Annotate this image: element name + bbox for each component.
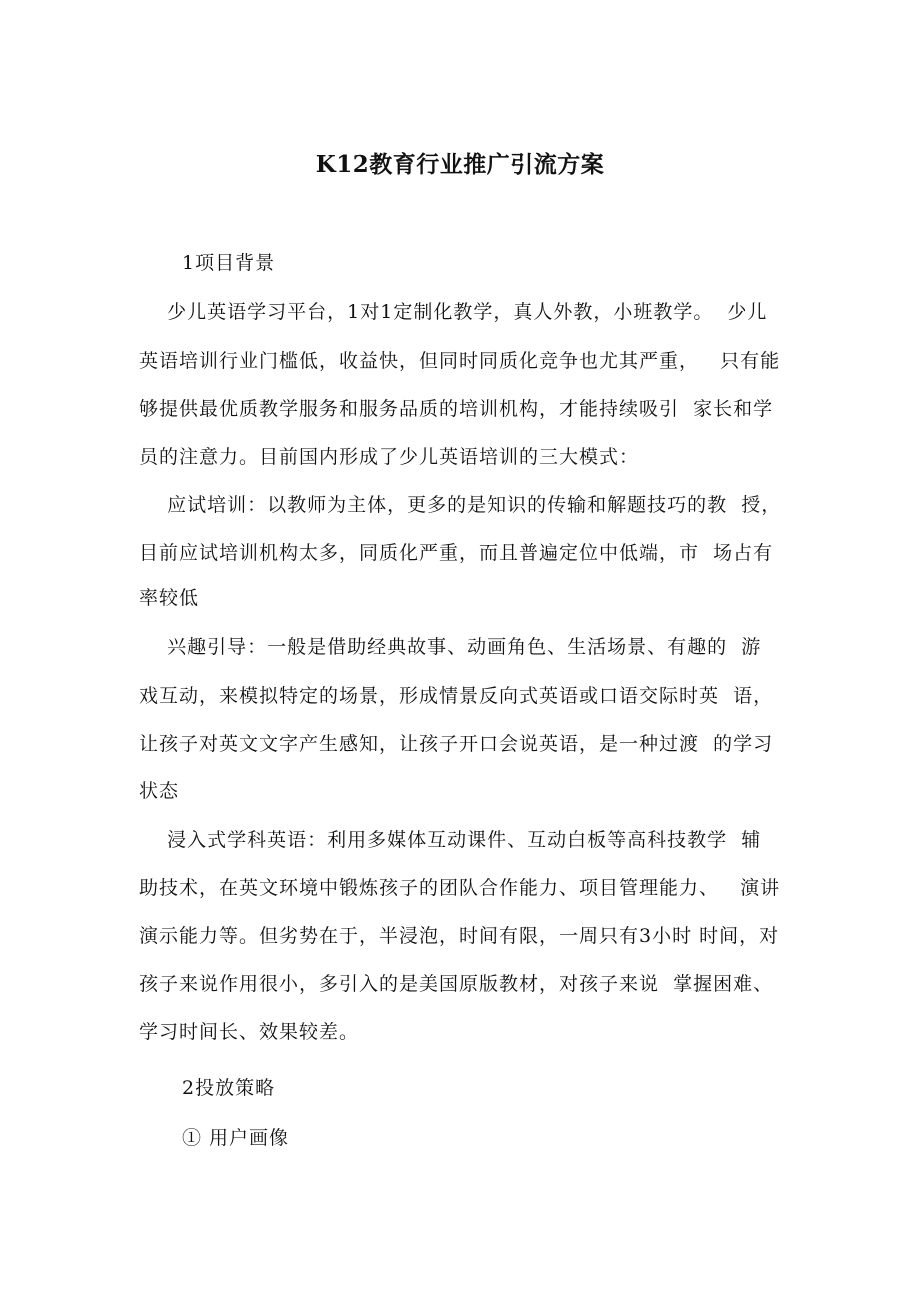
paragraph-line: 目前应试培训机构太多，同质化严重，而且普遍定位中低端，市 场占有	[139, 542, 774, 564]
section-heading-1: 1项目背景	[182, 252, 276, 274]
paragraph-line: 状态	[139, 780, 180, 802]
subsection-heading: ① 用户画像	[182, 1127, 290, 1149]
document-title: K12教育行业推广引流方案	[315, 151, 605, 178]
paragraph-line: 孩子来说作用很小，多引入的是美国原版教材，对孩子来说 掌握困难、	[139, 973, 774, 995]
paragraph-line: 够提供最优质教学服务和服务品质的培训机构，才能持续吸引 家长和学	[139, 398, 774, 420]
paragraph-line: 应试培训：以教师为主体，更多的是知识的传输和解题技巧的教 授，	[139, 494, 782, 516]
paragraph-line: 英语培训行业门槛低，收益快，但同时同质化竞争也尤其严重， 只有能	[139, 350, 781, 372]
paragraph-line: 助技术，在英文环境中锻炼孩子的团队合作能力、项目管理能力、 演讲	[139, 877, 781, 899]
paragraph-line: 演示能力等。但劣势在于，半浸泡，时间有限，一周只有3小时 时间，对	[139, 925, 780, 947]
paragraph-line: 让孩子对英文文字产生感知，让孩子开口会说英语，是一种过渡 的学习	[139, 733, 774, 755]
paragraph-line: 员的注意力。目前国内形成了少儿英语培训的三大模式：	[139, 446, 640, 468]
paragraph-line: 兴趣引导：一般是借助经典故事、动画角色、生活场景、有趣的 游	[139, 636, 762, 658]
section-heading-2: 2投放策略	[182, 1077, 276, 1099]
paragraph-line: 浸入式学科英语：利用多媒体互动课件、互动白板等高科技教学 辅	[139, 829, 762, 851]
paragraph-line: 率较低	[139, 587, 200, 609]
paragraph-line: 戏互动，来模拟特定的场景，形成情景反向式英语或口语交际时英 语，	[139, 685, 774, 707]
paragraph-line: 少儿英语学习平台，1对1定制化教学，真人外教，小班教学。 少儿	[139, 301, 768, 323]
paragraph-line: 学习时间长、效果较差。	[139, 1021, 360, 1043]
